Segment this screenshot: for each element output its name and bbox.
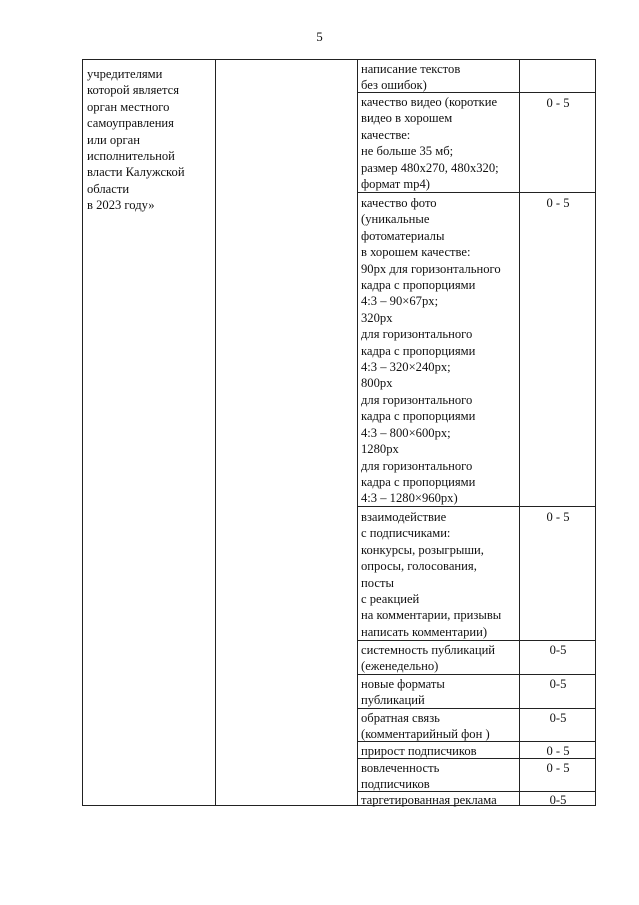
score-subscriber-growth: 0 - 5 bbox=[546, 744, 570, 758]
organization-description: учредителями которой является орган местного самоуправления или орган исполнительной власти Калужской области в 2023 году» bbox=[87, 67, 185, 213]
table-border-top bbox=[82, 59, 596, 60]
table-border-col3 bbox=[357, 59, 358, 805]
table-border-bottom bbox=[82, 805, 596, 806]
score-new-formats: 0-5 bbox=[549, 677, 567, 691]
score-photo-quality: 0 - 5 bbox=[546, 196, 570, 210]
score-targeted-ads: 0-5 bbox=[549, 793, 567, 807]
criterion-targeted-ads: таргетированная реклама bbox=[361, 793, 497, 807]
score-video-quality: 0 - 5 bbox=[546, 96, 570, 110]
table-border-right bbox=[595, 59, 596, 805]
criterion-text-errors: написание текстов без ошибок) bbox=[361, 62, 461, 93]
criterion-engagement: вовлеченность подписчиков bbox=[361, 761, 440, 792]
criterion-publication-regularity: системность публикаций (еженедельно) bbox=[361, 643, 496, 674]
table-border-col2 bbox=[215, 59, 216, 805]
page-number: 5 bbox=[316, 29, 323, 44]
criterion-feedback: обратная связь (комментарийный фон ) bbox=[361, 711, 490, 742]
table-border-left bbox=[82, 59, 83, 805]
score-engagement: 0 - 5 bbox=[546, 761, 570, 775]
criterion-subscriber-growth: прирост подписчиков bbox=[361, 744, 477, 758]
criterion-photo-quality: качество фото (уникальные фотоматериалы в хорошем качестве: 90рх для горизонтального кадра с пропорциями 4:3 – 90×67рх; 320рх для горизонтального кадра с пропорциями 4:3 – 320×240рх; 800рх для горизонтального кадра с пропорциями 4:3 – 800×600рх; 1280рх для горизонтального кадра с пропорциями 4:3 – 1280×960рх) bbox=[361, 196, 501, 506]
criterion-subscriber-interaction: взаимодействие с подписчиками: конкурсы, розыгрыши, опросы, голосования, посты с реакцией на комментарии, призывы написать комментарии) bbox=[361, 510, 502, 639]
score-subscriber-interaction: 0 - 5 bbox=[546, 510, 570, 524]
score-publication-regularity: 0-5 bbox=[549, 643, 567, 657]
criterion-video-quality: качество видео (короткие видео в хорошем качестве: не больше 35 мб; размер 480х270, 480х320; формат mp4) bbox=[361, 95, 499, 192]
score-feedback: 0-5 bbox=[549, 711, 567, 725]
table-border-col4 bbox=[519, 59, 520, 805]
criterion-new-formats: новые форматы публикаций bbox=[361, 677, 445, 708]
